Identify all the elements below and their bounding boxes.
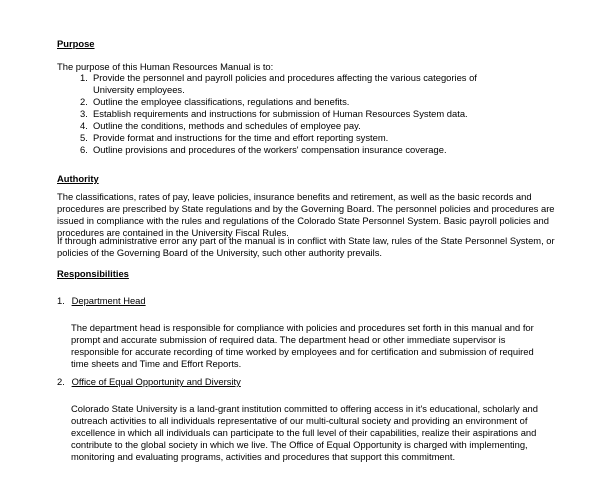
department-head-paragraph: The department head is responsible for compliance with policies and procedures set forth in this manual and for prompt and accurate submission of required data. The department head or other immediate supervisor is responsible for accurate recording of time worked by employees and for certification and submission of required time sheets and Time and Effort Reports.	[71, 322, 534, 369]
list-item	[80, 72, 510, 96]
list-item	[80, 96, 510, 108]
list-item-number: 1.	[80, 72, 88, 83]
section-title-department-head	[57, 295, 146, 307]
section-title-equal-opportunity	[57, 376, 241, 388]
purpose-intro: The purpose of this Human Resources Manual is to:	[57, 61, 274, 72]
purpose-list	[80, 72, 510, 156]
list-item-number: 2.	[80, 96, 88, 107]
list-item-text: Outline the conditions, methods and schedules of employee pay.	[93, 120, 361, 131]
section-title: Office of Equal Opportunity and Diversity	[71, 376, 241, 387]
purpose-heading: Purpose	[57, 38, 95, 49]
list-item-text: Establish requirements and instructions for submission of Human Resources System data.	[93, 108, 468, 119]
list-item-text: Provide the personnel and payroll policies and procedures affecting the various categories of University employees.	[93, 72, 477, 95]
list-item-number: 4.	[80, 120, 88, 131]
equal-opportunity-paragraph: Colorado State University is a land-grant institution committed to offering access in it's educational, scholarly and outreach activities to all individuals representative of our multi-cultural society and providing an environment of excellence in which all individuals can participate to the full level of their capabilities, realize their aspirations and contribute to the global society in which we live. The Office of Equal Opportunity is charged with implementing, monitoring and evaluating programs, activities and procedures that support this commitment.	[71, 403, 538, 462]
list-item-text: Outline the employee classifications, regulations and benefits.	[93, 96, 350, 107]
list-item	[80, 108, 510, 120]
list-item-number: 5.	[80, 132, 88, 143]
list-item-text: Outline provisions and procedures of the workers' compensation insurance coverage.	[93, 144, 447, 155]
authority-heading: Authority	[57, 173, 99, 184]
list-item-number: 3.	[80, 108, 88, 119]
list-item	[80, 120, 510, 132]
section-number: 1.	[57, 295, 65, 306]
list-item	[80, 144, 510, 156]
section-title: Department Head	[71, 295, 146, 306]
list-item	[80, 132, 510, 144]
authority-paragraph-1: The classifications, rates of pay, leave policies, insurance benefits and retirement, as well as the basic records and procedures are prescribed by State regulations and by the Governing Board. The personnel policies and procedures are issued in compliance with the rules and regulations of the Colorado State Personnel System. Basic payroll policies and procedures are contained in the University Fiscal Rules.	[57, 191, 555, 238]
section-number: 2.	[57, 376, 65, 387]
responsibilities-heading: Responsibilities	[57, 268, 129, 279]
list-item-number: 6.	[80, 144, 88, 155]
authority-paragraph-2: If through administrative error any part of the manual is in conflict with State law, rules of the State Personnel System, or policies of the Governing Board of the University, such other authority prevails.	[57, 235, 555, 258]
list-item-text: Provide format and instructions for the time and effort reporting system.	[93, 132, 389, 143]
